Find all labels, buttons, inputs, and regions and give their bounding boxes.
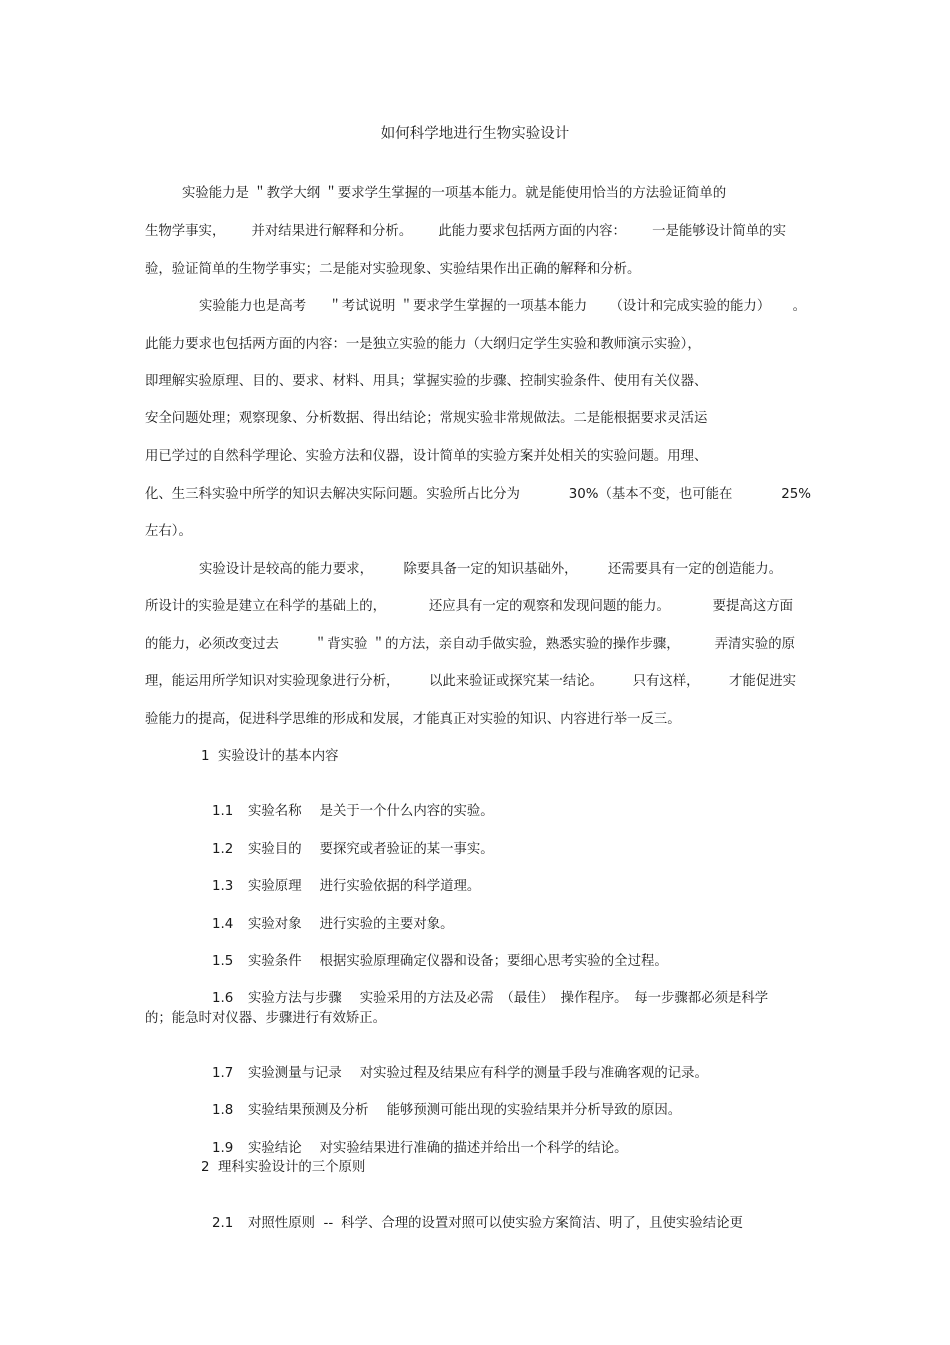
item-number: 1.9 [212, 1141, 234, 1156]
paragraph-1-line-1: 实验能力是 ＂教学大纲 ＂要求学生掌握的一项基本能力。就是能使用恰当的方法验证简单的 [182, 186, 727, 201]
item-text: 对实验结果进行准确的描述并给出一个科学的结论。 [319, 1141, 628, 1156]
item-text: 是关于一个什么内容的实验。 [319, 804, 494, 819]
text-fragment: 25% [781, 487, 811, 502]
item-label: 实验测量与记录 [248, 1066, 342, 1081]
paragraph-2-line-4: 安全问题处理；观察现象、分析数据、得出结论；常规实验非常规做法。二是能根据要求灵活运 [145, 411, 708, 426]
paragraph-3-line-5: 验能力的提高，促进科学思维的形成和发展，才能真正对实验的知识、内容进行举一反三。 [145, 712, 681, 727]
list-item [195, 1197, 743, 1251]
text-fragment: 才能促进实 [729, 674, 796, 689]
item-text: 进行实验依据的科学道理。 [319, 879, 481, 894]
text-fragment: 并对结果进行解释和分析。 [251, 224, 413, 239]
item-text: 进行实验的主要对象。 [319, 917, 454, 932]
item-text: 根据实验原理确定仪器和设备；要细心思考实验的全过程。 [319, 954, 668, 969]
paragraph-3-line-1 [199, 561, 782, 579]
item-label: 实验条件 [248, 954, 302, 969]
paragraph-3-line-2 [145, 598, 793, 616]
text-fragment: 生物学事实， [145, 224, 226, 239]
text-fragment: 还需要具有一定的创造能力。 [607, 562, 782, 577]
list-item-continuation: 的；能急时对仪器、步骤进行有效矫正。 [145, 1011, 387, 1026]
item-label: 对照性原则 -- [248, 1216, 334, 1231]
text-fragment: 30%（基本不变，也可能在 [568, 487, 733, 502]
paragraph-2-line-3: 即理解实验原理、目的、要求、材料、用具；掌握实验的步骤、控制实验条件、使用有关仪器、 [145, 374, 708, 389]
text-fragment: 除要具备一定的知识基础外， [403, 562, 578, 577]
item-number: 1.4 [212, 917, 234, 932]
item-number: 1.2 [212, 842, 234, 857]
text-fragment: 实验能力也是高考 [199, 299, 307, 314]
text-fragment: 所设计的实验是建立在科学的基础上的， [145, 599, 387, 614]
text-fragment: 实验设计是较高的能力要求， [199, 562, 374, 577]
item-label: 实验对象 [248, 917, 302, 932]
item-label: 实验结果预测及分析 [248, 1103, 369, 1118]
text-fragment: 一是能够设计简单的实 [652, 224, 786, 239]
item-label: 实验名称 [248, 804, 302, 819]
paragraph-2-line-2: 此能力要求也包括两方面的内容：一是独立实验的能力（大纲归定学生实验和教师演示实验）， [145, 337, 701, 352]
item-number: 1.7 [212, 1066, 234, 1081]
text-fragment: 要提高这方面 [712, 599, 793, 614]
text-fragment: 化、生三科实验中所学的知识去解决实际问题。实验所占比分为 [145, 487, 520, 502]
section-1-heading: 1 实验设计的基本内容 [201, 749, 339, 764]
text-fragment: 理，能运用所学知识对实验现象进行分析， [145, 674, 400, 689]
item-label: 实验结论 [248, 1141, 302, 1156]
text-fragment: （设计和完成实验的能力） [609, 299, 771, 314]
item-label: 实验原理 [248, 879, 302, 894]
text-fragment: ＂考试说明 ＂要求学生掌握的一项基本能力 [328, 299, 588, 314]
text-fragment: 还应具有一定的观察和发现问题的能力。 [428, 599, 670, 614]
item-text: 科学、合理的设置对照可以使实验方案简洁、明了，且使实验结论更 [341, 1216, 743, 1231]
item-text: 对实验过程及结果应有科学的测量手段与准确客观的记录。 [359, 1066, 708, 1081]
item-number: 1.1 [212, 804, 234, 819]
text-fragment: 此能力要求包括两方面的内容： [438, 224, 626, 239]
text-fragment: ＂背实验 ＂的方法，亲自动手做实验，熟悉实验的操作步骤， [313, 637, 680, 652]
text-fragment: 的能力，必须改变过去 [145, 637, 279, 652]
text-fragment: 。 [792, 299, 806, 314]
document-title: 如何科学地进行生物实验设计 [380, 126, 570, 142]
section-2-heading: 2 理科实验设计的三个原则 [201, 1160, 366, 1175]
paragraph-2-line-6 [145, 486, 811, 504]
item-number: 1.8 [212, 1103, 234, 1118]
item-text: 要探究或者验证的某一事实。 [319, 842, 494, 857]
item-number: 1.5 [212, 954, 234, 969]
text-fragment: 弄清实验的原 [714, 637, 795, 652]
item-number: 1.6 [212, 991, 234, 1006]
text-fragment: 只有这样， [632, 674, 700, 689]
paragraph-1-line-2 [145, 223, 786, 241]
paragraph-3-line-4 [145, 673, 796, 691]
paragraph-2-line-7: 左右）。 [145, 524, 192, 539]
item-number: 2.1 [212, 1216, 234, 1231]
text-fragment: 以此来验证或探究某一结论。 [428, 674, 604, 689]
item-text: 实验采用的方法及必需 （最佳） 操作程序。 每一步骤都必须是科学 [359, 991, 769, 1006]
item-label: 实验方法与步骤 [248, 991, 342, 1006]
item-label: 实验目的 [248, 842, 302, 857]
item-text: 能够预测可能出现的实验结果并分析导致的原因。 [386, 1103, 682, 1118]
paragraph-3-line-3 [145, 636, 795, 654]
paragraph-1-line-3: 验，验证简单的生物学事实；二是能对实验现象、实验结果作出正确的解释和分析。 [145, 262, 641, 277]
paragraph-2-line-1 [199, 298, 806, 316]
paragraph-2-line-5: 用已学过的自然科学理论、实验方法和仪器，设计简单的实验方案并处相关的实验问题。用理、 [145, 449, 708, 464]
item-number: 1.3 [212, 879, 234, 894]
